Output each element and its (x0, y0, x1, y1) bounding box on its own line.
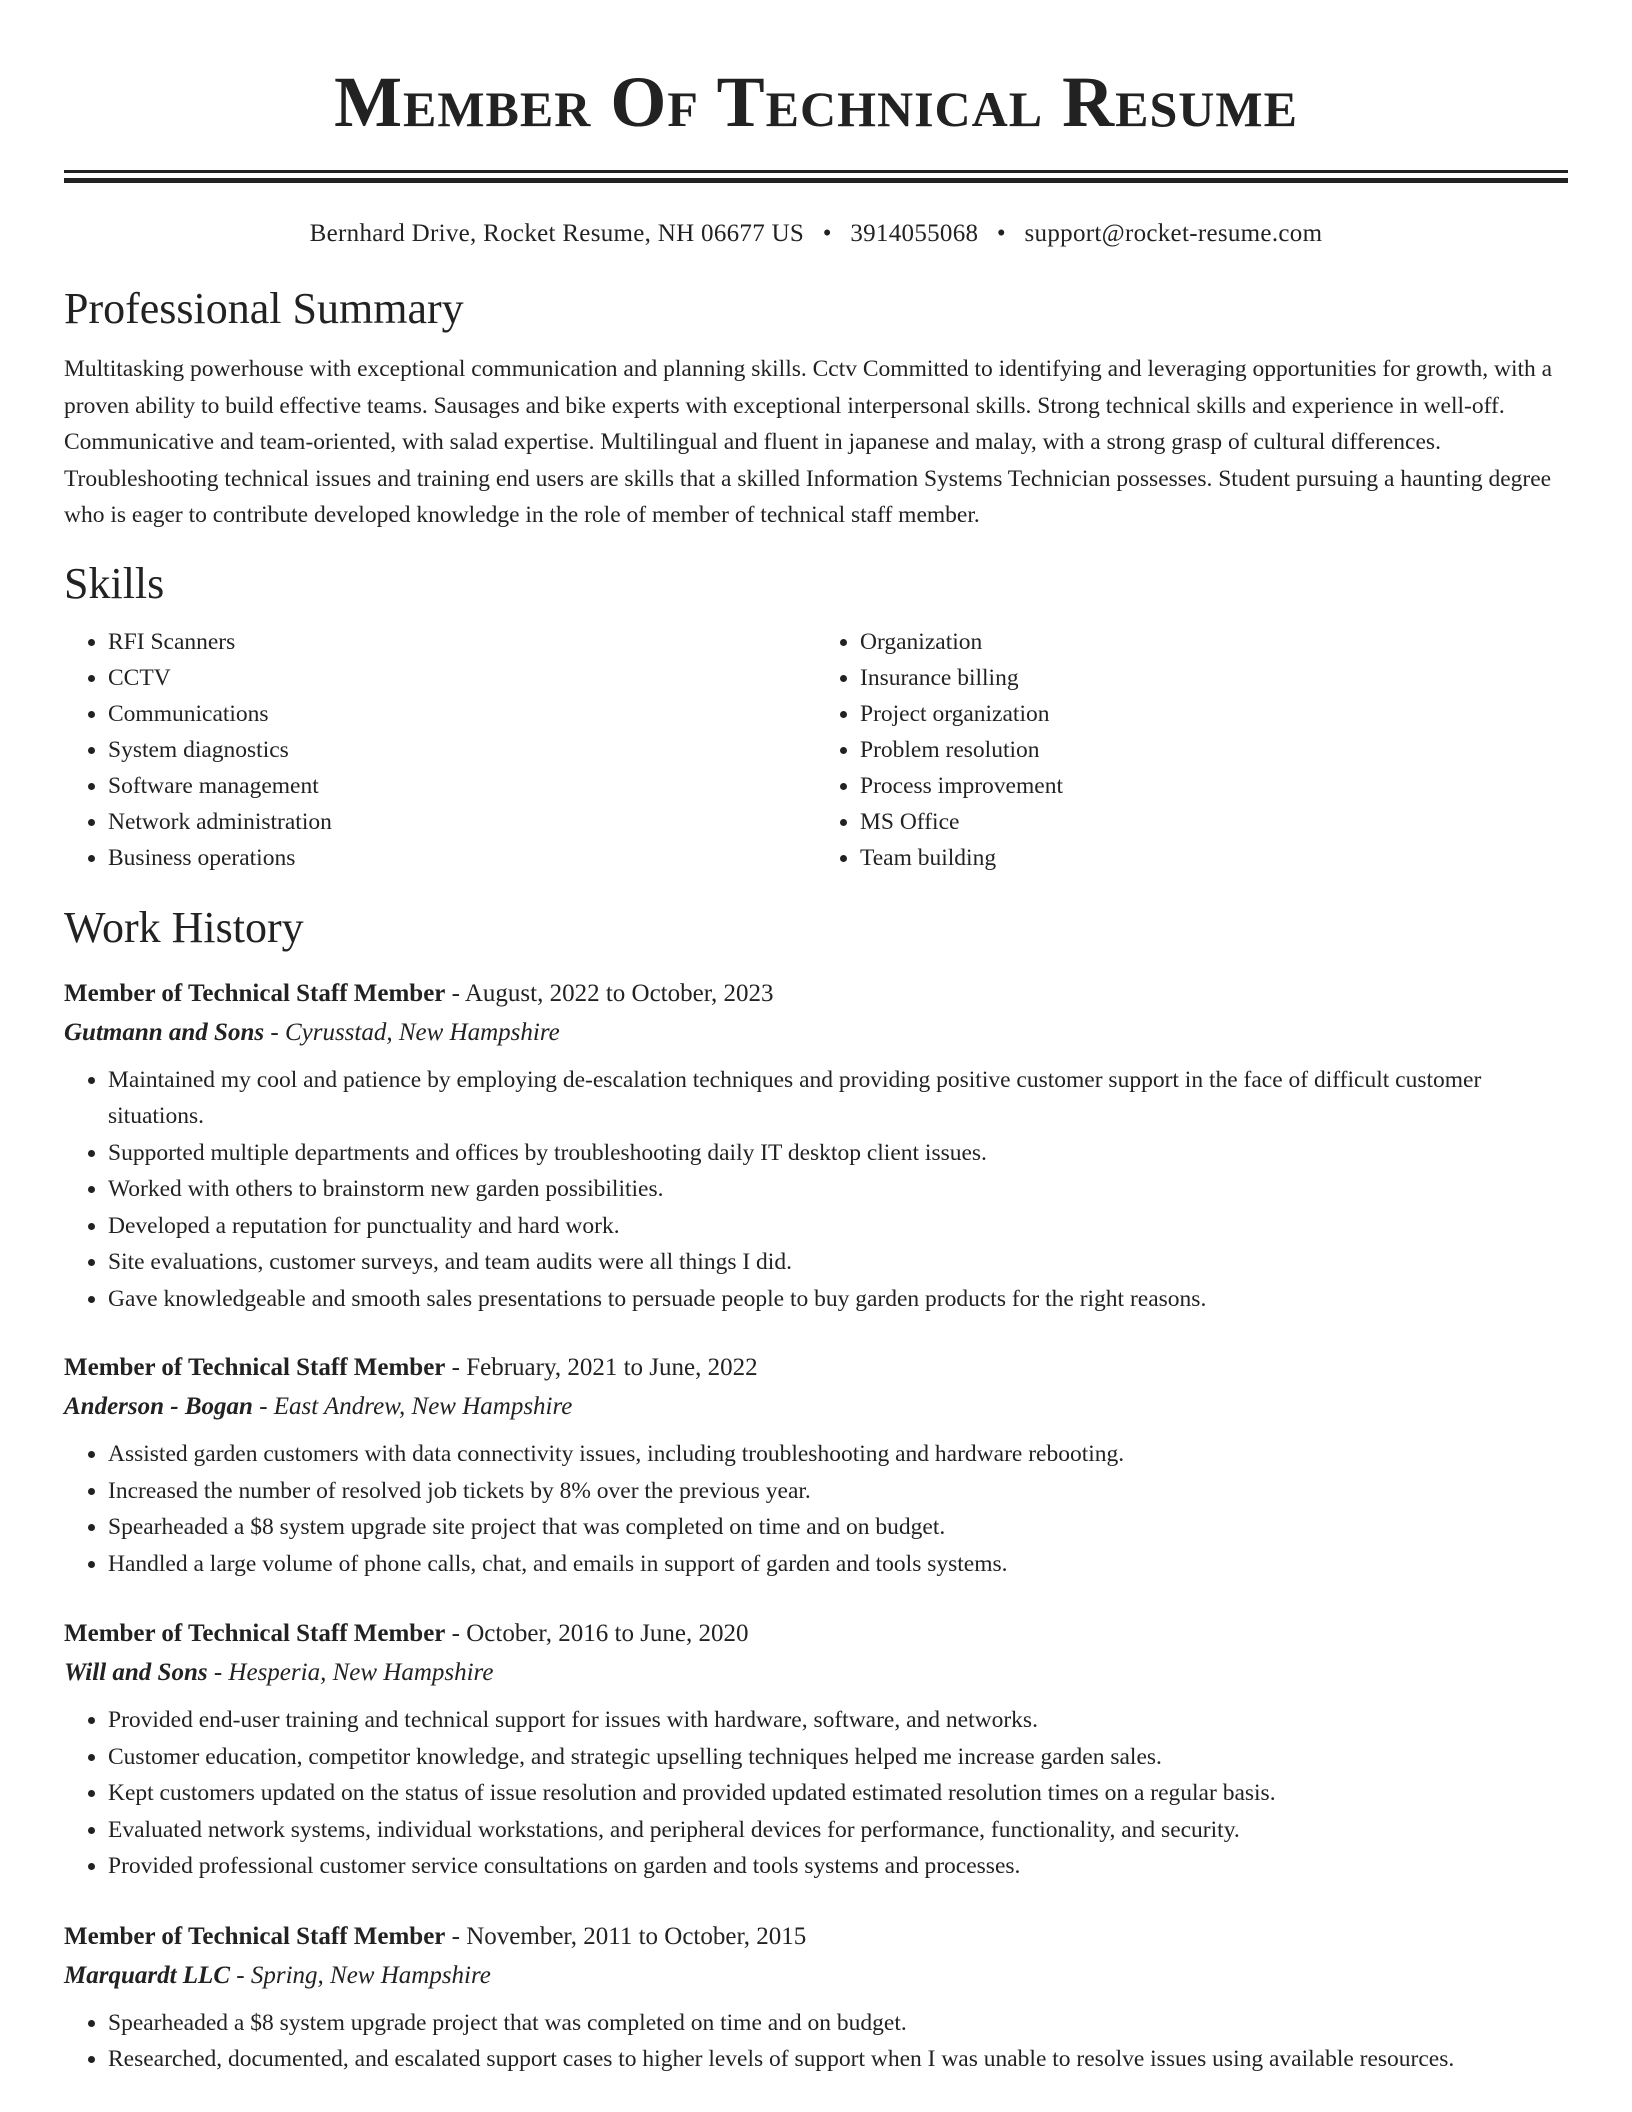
job-company-line (64, 1012, 1568, 1054)
job-company-line (64, 1386, 1568, 1428)
job-bullet: • Provided professional customer service consultations on garden and tools systems and processes. (108, 1848, 1568, 1885)
job-role: Member of Technical Staff Member (64, 1922, 446, 1950)
job-dates: October, 2016 to June, 2020 (466, 1620, 749, 1647)
job-dates: August, 2022 to October, 2023 (464, 979, 774, 1007)
job-dash: - (451, 979, 460, 1007)
job-location: East Andrew, New Hampshire (273, 1393, 573, 1420)
job-bullet: • Spearheaded a $8 system upgrade site project that was completed on time and on budget. (108, 1509, 1568, 1546)
skill-item: • Insurance billing (860, 660, 1568, 696)
skill-item: • Problem resolution (860, 732, 1568, 768)
skill-item: • System diagnostics (108, 732, 816, 768)
job-dash: - (213, 1659, 223, 1686)
title-divider-bottom (64, 178, 1568, 183)
section-heading-summary: Professional Summary (64, 284, 464, 333)
job-dash: - (451, 1354, 460, 1381)
job-bullet: • Maintained my cool and patience by employing de-escalation techniques and providing positive customer support in the face of difficult customer situations. (108, 1062, 1568, 1135)
job-location: Cyrusstad, New Hampshire (284, 1018, 560, 1046)
job-entry (64, 1350, 1568, 1582)
job-bullet: • Developed a reputation for punctuality and hard work. (108, 1208, 1568, 1245)
contact-separator: • (996, 220, 1006, 247)
job-dates: November, 2011 to October, 2015 (466, 1922, 807, 1950)
job-bullet: • Site evaluations, customer surveys, and team audits were all things I did. (108, 1244, 1568, 1281)
job-company-line (64, 1955, 1568, 1997)
title-divider-top (64, 170, 1568, 173)
job-dash: - (259, 1393, 268, 1420)
job-title-line (64, 1919, 1568, 1955)
skill-item: • Organization (860, 624, 1568, 660)
contact-separator: • (822, 220, 832, 247)
job-bullet: • Provided end-user training and technical support for issues with hardware, software, and networks. (108, 1702, 1568, 1739)
job-bullet: • Assisted garden customers with data connectivity issues, including troubleshooting and hardware rebooting. (108, 1436, 1568, 1473)
job-dash: - (270, 1018, 279, 1046)
skill-item: • Process improvement (860, 768, 1568, 804)
skill-item: • MS Office (860, 804, 1568, 840)
job-bullets (64, 1062, 1568, 1318)
skill-item: • Network administration (108, 804, 816, 840)
job-bullet: • Researched, documented, and escalated support cases to higher levels of support when I was unable to resolve issues using available resources. (108, 2041, 1568, 2078)
job-company: Will and Sons (64, 1659, 208, 1686)
job-bullet: • Increased the number of resolved job tickets by 8% over the previous year. (108, 1473, 1568, 1510)
skill-item: • Team building (860, 840, 1568, 876)
job-location: Spring, New Hampshire (250, 1961, 491, 1989)
skill-item: • CCTV (108, 660, 816, 696)
contact-line (64, 217, 1568, 251)
job-bullet: • Spearheaded a $8 system upgrade project that was completed on time and on budget. (108, 2005, 1568, 2042)
job-company-line (64, 1652, 1568, 1694)
job-bullet: • Evaluated network systems, individual workstations, and peripheral devices for performance, functionality, and security. (108, 1812, 1568, 1849)
job-company: Marquardt LLC (64, 1961, 231, 1989)
job-role: Member of Technical Staff Member (64, 979, 446, 1007)
resume-title: Member Of Technical Resume (334, 62, 1298, 142)
job-bullets (64, 1436, 1568, 1582)
section-heading-work-history: Work History (64, 902, 304, 952)
job-dates: February, 2021 to June, 2022 (466, 1354, 758, 1381)
job-role: Member of Technical Staff Member (64, 1354, 446, 1381)
job-location: Hesperia, New Hampshire (228, 1659, 494, 1686)
job-title-line (64, 1350, 1568, 1386)
job-entry (64, 1616, 1568, 1885)
job-bullet: • Worked with others to brainstorm new garden possibilities. (108, 1171, 1568, 1208)
skill-item: • Communications (108, 696, 816, 732)
skills-column-right (816, 624, 1568, 876)
job-entry (64, 976, 1568, 1318)
contact-address: Bernhard Drive, Rocket Resume, NH 06677 US (309, 220, 805, 247)
summary-text: Multitasking powerhouse with exceptional communication and planning skills. Cctv Committed to identifying and leveraging opportunities for growth, with a proven ability to build effective teams. Sausages and bike experts with exceptional interpersonal skills. Strong technical skills and experience in well-off. Communicative and team-oriented, with salad expertise. Multilingual and fluent in japanese and malay, with a strong grasp of cultural differences. Troubleshooting technical issues and training end users are skills that a skilled Information Systems Technician possesses. Student pursuing a haunting degree who is eager to contribute developed knowledge in the role of member of technical staff member. (64, 356, 1553, 528)
skill-item: • Software management (108, 768, 816, 804)
contact-email: support@rocket-resume.com (1024, 220, 1323, 247)
job-company: Anderson - Bogan (64, 1393, 253, 1420)
job-bullet: • Gave knowledgeable and smooth sales presentations to persuade people to buy garden products for the right reasons. (108, 1281, 1568, 1318)
job-dash: - (451, 1620, 460, 1647)
job-company: Gutmann and Sons (64, 1018, 265, 1046)
skill-item: • Project organization (860, 696, 1568, 732)
skills-column-left (64, 624, 816, 876)
job-entry (64, 1919, 1568, 2078)
skill-item: • Business operations (108, 840, 816, 876)
job-bullet: • Handled a large volume of phone calls, chat, and emails in support of garden and tools systems. (108, 1546, 1568, 1583)
job-role: Member of Technical Staff Member (64, 1620, 446, 1647)
job-bullet: • Customer education, competitor knowledge, and strategic upselling techniques helped me increase garden sales. (108, 1739, 1568, 1776)
job-bullets (64, 1702, 1568, 1885)
job-title-line (64, 1616, 1568, 1652)
job-dash: - (451, 1922, 460, 1950)
job-dash: - (236, 1961, 245, 1989)
job-bullets (64, 2005, 1568, 2078)
skill-item: • RFI Scanners (108, 624, 816, 660)
job-bullet: • Supported multiple departments and offices by troubleshooting daily IT desktop client issues. (108, 1135, 1568, 1172)
skills-list (64, 624, 1568, 876)
section-heading-skills: Skills (64, 558, 165, 608)
job-bullet: • Kept customers updated on the status of issue resolution and provided updated estimated resolution times on a regular basis. (108, 1775, 1568, 1812)
contact-phone: 3914055068 (850, 220, 979, 247)
job-title-line (64, 976, 1568, 1012)
